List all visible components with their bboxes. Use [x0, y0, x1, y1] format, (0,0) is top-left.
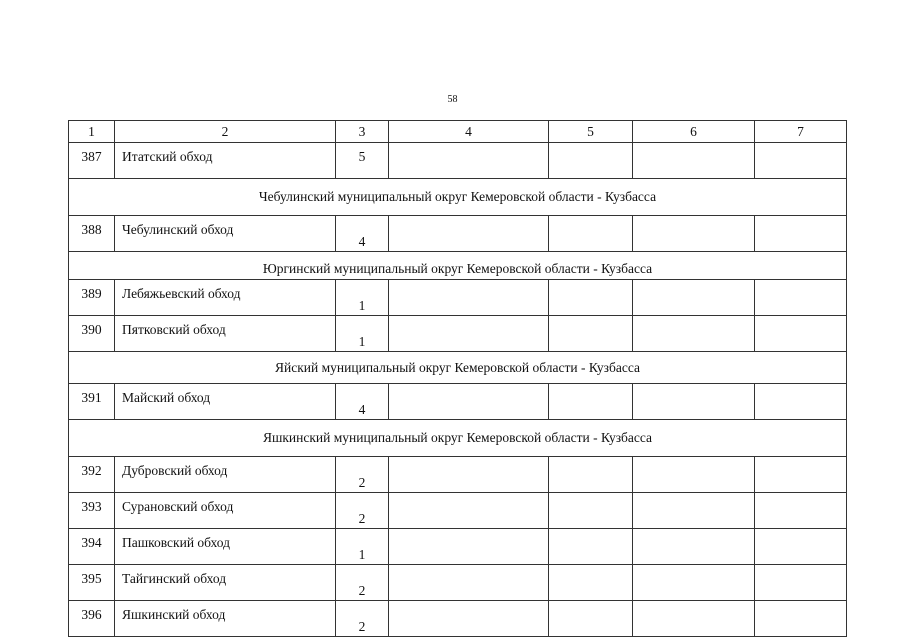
- empty-cell: [549, 143, 633, 179]
- empty-cell: [755, 316, 847, 352]
- section-row: [69, 352, 847, 384]
- column-header: 3: [336, 121, 389, 143]
- section-row: [69, 179, 847, 216]
- row-number: 388: [69, 216, 115, 252]
- row-value: 2: [336, 601, 389, 637]
- section-title: Яйский муниципальный округ Кемеровской области - Кузбасса: [69, 352, 847, 384]
- section-row: [69, 252, 847, 280]
- empty-cell: [549, 493, 633, 529]
- empty-cell: [389, 457, 549, 493]
- table-row: [69, 493, 847, 529]
- row-value: 2: [336, 565, 389, 601]
- table-row: [69, 216, 847, 252]
- empty-cell: [755, 565, 847, 601]
- row-number: 396: [69, 601, 115, 637]
- row-value: 4: [336, 216, 389, 252]
- empty-cell: [549, 457, 633, 493]
- empty-cell: [389, 143, 549, 179]
- table-row: [69, 457, 847, 493]
- row-value: 2: [336, 457, 389, 493]
- empty-cell: [633, 316, 755, 352]
- row-name: Дубровский обход: [115, 457, 336, 493]
- row-value: 5: [336, 143, 389, 179]
- forestry-table: [68, 120, 847, 637]
- empty-cell: [633, 384, 755, 420]
- empty-cell: [633, 280, 755, 316]
- row-name: Пятковский обход: [115, 316, 336, 352]
- row-name: Майский обход: [115, 384, 336, 420]
- row-number: 387: [69, 143, 115, 179]
- empty-cell: [549, 316, 633, 352]
- empty-cell: [389, 529, 549, 565]
- column-header: 7: [755, 121, 847, 143]
- column-header: 4: [389, 121, 549, 143]
- table-row: [69, 529, 847, 565]
- row-value: 1: [336, 280, 389, 316]
- empty-cell: [633, 565, 755, 601]
- table-row: [69, 565, 847, 601]
- empty-cell: [389, 280, 549, 316]
- empty-cell: [389, 493, 549, 529]
- empty-cell: [389, 384, 549, 420]
- row-value: 1: [336, 529, 389, 565]
- row-number: 391: [69, 384, 115, 420]
- empty-cell: [755, 493, 847, 529]
- empty-cell: [755, 143, 847, 179]
- table-row: [69, 601, 847, 637]
- section-title: Яшкинский муниципальный округ Кемеровской области - Кузбасса: [69, 420, 847, 457]
- empty-cell: [549, 565, 633, 601]
- empty-cell: [633, 457, 755, 493]
- column-header: 2: [115, 121, 336, 143]
- row-number: 395: [69, 565, 115, 601]
- table-row: [69, 143, 847, 179]
- empty-cell: [755, 457, 847, 493]
- row-number: 393: [69, 493, 115, 529]
- page-number: 58: [447, 94, 458, 105]
- row-name: Пашковский обход: [115, 529, 336, 565]
- row-value: 1: [336, 316, 389, 352]
- empty-cell: [389, 601, 549, 637]
- empty-cell: [755, 601, 847, 637]
- row-value: 2: [336, 493, 389, 529]
- empty-cell: [755, 384, 847, 420]
- empty-cell: [389, 565, 549, 601]
- section-row: [69, 420, 847, 457]
- empty-cell: [755, 280, 847, 316]
- row-value: 4: [336, 384, 389, 420]
- table-row: [69, 280, 847, 316]
- row-name: Лебяжьевский обход: [115, 280, 336, 316]
- row-number: 389: [69, 280, 115, 316]
- table-header-row: [69, 121, 847, 143]
- row-name: Чебулинский обход: [115, 216, 336, 252]
- empty-cell: [389, 316, 549, 352]
- column-header: 6: [633, 121, 755, 143]
- empty-cell: [633, 601, 755, 637]
- empty-cell: [633, 216, 755, 252]
- empty-cell: [633, 143, 755, 179]
- row-number: 390: [69, 316, 115, 352]
- row-number: 392: [69, 457, 115, 493]
- row-name: Яшкинский обход: [115, 601, 336, 637]
- table-row: [69, 384, 847, 420]
- empty-cell: [755, 529, 847, 565]
- empty-cell: [755, 216, 847, 252]
- empty-cell: [389, 216, 549, 252]
- table-row: [69, 316, 847, 352]
- empty-cell: [549, 601, 633, 637]
- column-header: 5: [549, 121, 633, 143]
- row-name: Сурановский обход: [115, 493, 336, 529]
- empty-cell: [549, 384, 633, 420]
- column-header: 1: [69, 121, 115, 143]
- row-name: Тайгинский обход: [115, 565, 336, 601]
- empty-cell: [633, 529, 755, 565]
- row-number: 394: [69, 529, 115, 565]
- section-title: Юргинский муниципальный округ Кемеровской области - Кузбасса: [69, 252, 847, 280]
- empty-cell: [549, 216, 633, 252]
- empty-cell: [549, 280, 633, 316]
- row-name: Итатский обход: [115, 143, 336, 179]
- empty-cell: [549, 529, 633, 565]
- empty-cell: [633, 493, 755, 529]
- section-title: Чебулинский муниципальный округ Кемеровской области - Кузбасса: [69, 179, 847, 216]
